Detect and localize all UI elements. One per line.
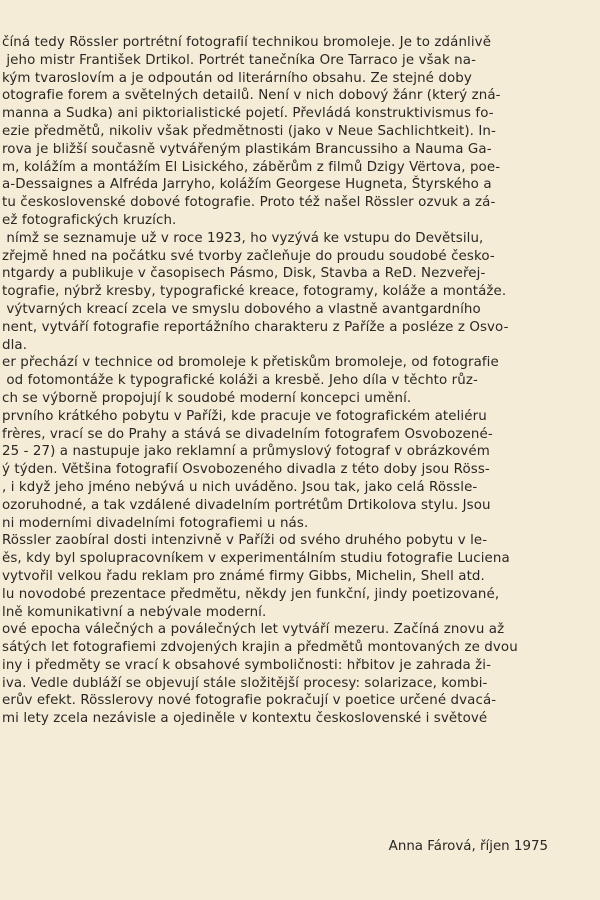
- text-line: 25 - 27) a nastupuje jako reklamní a průmyslový fotograf v obrázkovém: [2, 444, 490, 460]
- text-line: ezie předmětů, nikoliv však předmětnosti (jako v Neue Sachlichtkeit). In-: [2, 123, 496, 139]
- text-line: nent, vytváří fotografie reportážního charakteru z Paříže a posléze z Osvo-: [2, 319, 509, 335]
- text-line: sátých let fotografiemi zdvojených krajin a předmětů montovaných ze dvou: [2, 640, 518, 656]
- text-line: tu československé dobové fotografie. Proto též našel Rössler ozvuk a zá-: [2, 195, 496, 211]
- text-line: ozoruhodné, a tak vzdálené divadelním portrétům Drtikolova stylu. Jsou: [2, 497, 491, 513]
- text-line: vytvořil velkou řadu reklam pro známé firmy Gibbs, Michelin, Shell atd.: [2, 568, 485, 584]
- text-line: dla.: [2, 337, 28, 353]
- text-line: erův efekt. Rösslerovy nové fotografie pokračují v poetice určené dvacá-: [2, 693, 497, 709]
- text-line: rova je bližší současně vytvářeným plastikám Brancussiho a Nauma Ga-: [2, 141, 492, 157]
- text-line: m, kolážím a montážím El Lisického, záběrům z filmů Dzigy Vërtova, poe-: [2, 159, 501, 175]
- text-line: ntgardy a publikuje v časopisech Pásmo, Disk, Stavba a ReD. Nezveřej-: [2, 266, 486, 282]
- body-text: [0, 34, 600, 728]
- text-line: zřejmě hned na počátku své tvorby začleňuje do proudu soudobé česko-: [2, 248, 495, 264]
- text-line: otografie forem a světelných detailů. Není v nich dobový žánr (který zná-: [2, 88, 501, 104]
- text-line: číná tedy Rössler portrétní fotografií technikou bromoleje. Je to zdánlivě: [2, 35, 492, 50]
- text-line: výtvarných kreací zcela ve smyslu dobového a vlastně avantgardního: [2, 301, 481, 317]
- text-line: frères, vrací se do Prahy a stává se divadelním fotografem Osvobozené-: [2, 426, 493, 442]
- text-line: iva. Vedle dubláží se objevují stále složitější procesy: solarizace, kombi-: [2, 675, 488, 691]
- text-line: ni moderními divadelními fotografiemi u nás.: [2, 515, 309, 531]
- text-line: mi lety zcela nezávisle a ojediněle v kontextu československé i světové: [2, 711, 488, 727]
- text-line: ěs, kdy byl spolupracovníkem v experimentálním studiu fotografie Luciena: [2, 551, 510, 567]
- text-line: tografie, nýbrž kresby, typografické kreace, fotogramy, koláže a montáže.: [2, 284, 507, 300]
- text-line: Rössler zaobíral dosti intenzivně v Paříži od svého druhého pobytu v le-: [2, 533, 488, 549]
- text-line: kým tvaroslovím a je odpoután od literárního obsahu. Ze stejné doby: [2, 70, 472, 86]
- text-line: , i když jeho jméno nebývá u nich uváděno. Jsou tak, jako celá Rössle-: [2, 479, 478, 495]
- text-line: jeho mistr František Drtikol. Portrét tanečníka Ore Tarraco je však na-: [2, 52, 477, 68]
- text-line: nímž se seznamuje už v roce 1923, ho vyzývá ke vstupu do Devětsilu,: [2, 230, 484, 246]
- text-line: od fotomontáže k typografické koláži a kresbě. Jeho díla v těchto růz-: [2, 373, 478, 389]
- text-line: ý týden. Většina fotografií Osvobozeného divadla z této doby jsou Röss-: [2, 462, 490, 478]
- text-line: lu novodobé prezentace předmětu, někdy jen funkční, jindy poetizované,: [2, 586, 500, 602]
- text-line: ch se výborně propojují k soudobé moderní koncepci umění.: [2, 390, 412, 406]
- text-line: manna a Sudka) ani piktorialistické pojetí. Převládá konstruktivismus fo-: [2, 106, 494, 122]
- text-line: er přechází v technice od bromoleje k přetiskům bromoleje, od fotografie: [2, 355, 499, 371]
- text-line: prvního krátkého pobytu v Paříži, kde pracuje ve fotografickém ateliéru: [2, 408, 487, 424]
- text-line: ež fotografických kruzích.: [2, 212, 177, 228]
- text-line: ové epocha válečných a poválečných let vytváří mezeru. Začíná znovu až: [2, 622, 505, 638]
- text-line: iny i předměty se vrací k obsahové symboličnosti: hřbitov je zahrada ži-: [2, 657, 492, 673]
- author-signature: Anna Fárová, říjen 1975: [388, 839, 548, 854]
- text-line: lně komunikativní a nebývale moderní.: [2, 604, 267, 620]
- text-line: a-Dessaignes a Alfréda Jarryho, kolážím Georgese Hugneta, Štyrského a: [2, 177, 492, 193]
